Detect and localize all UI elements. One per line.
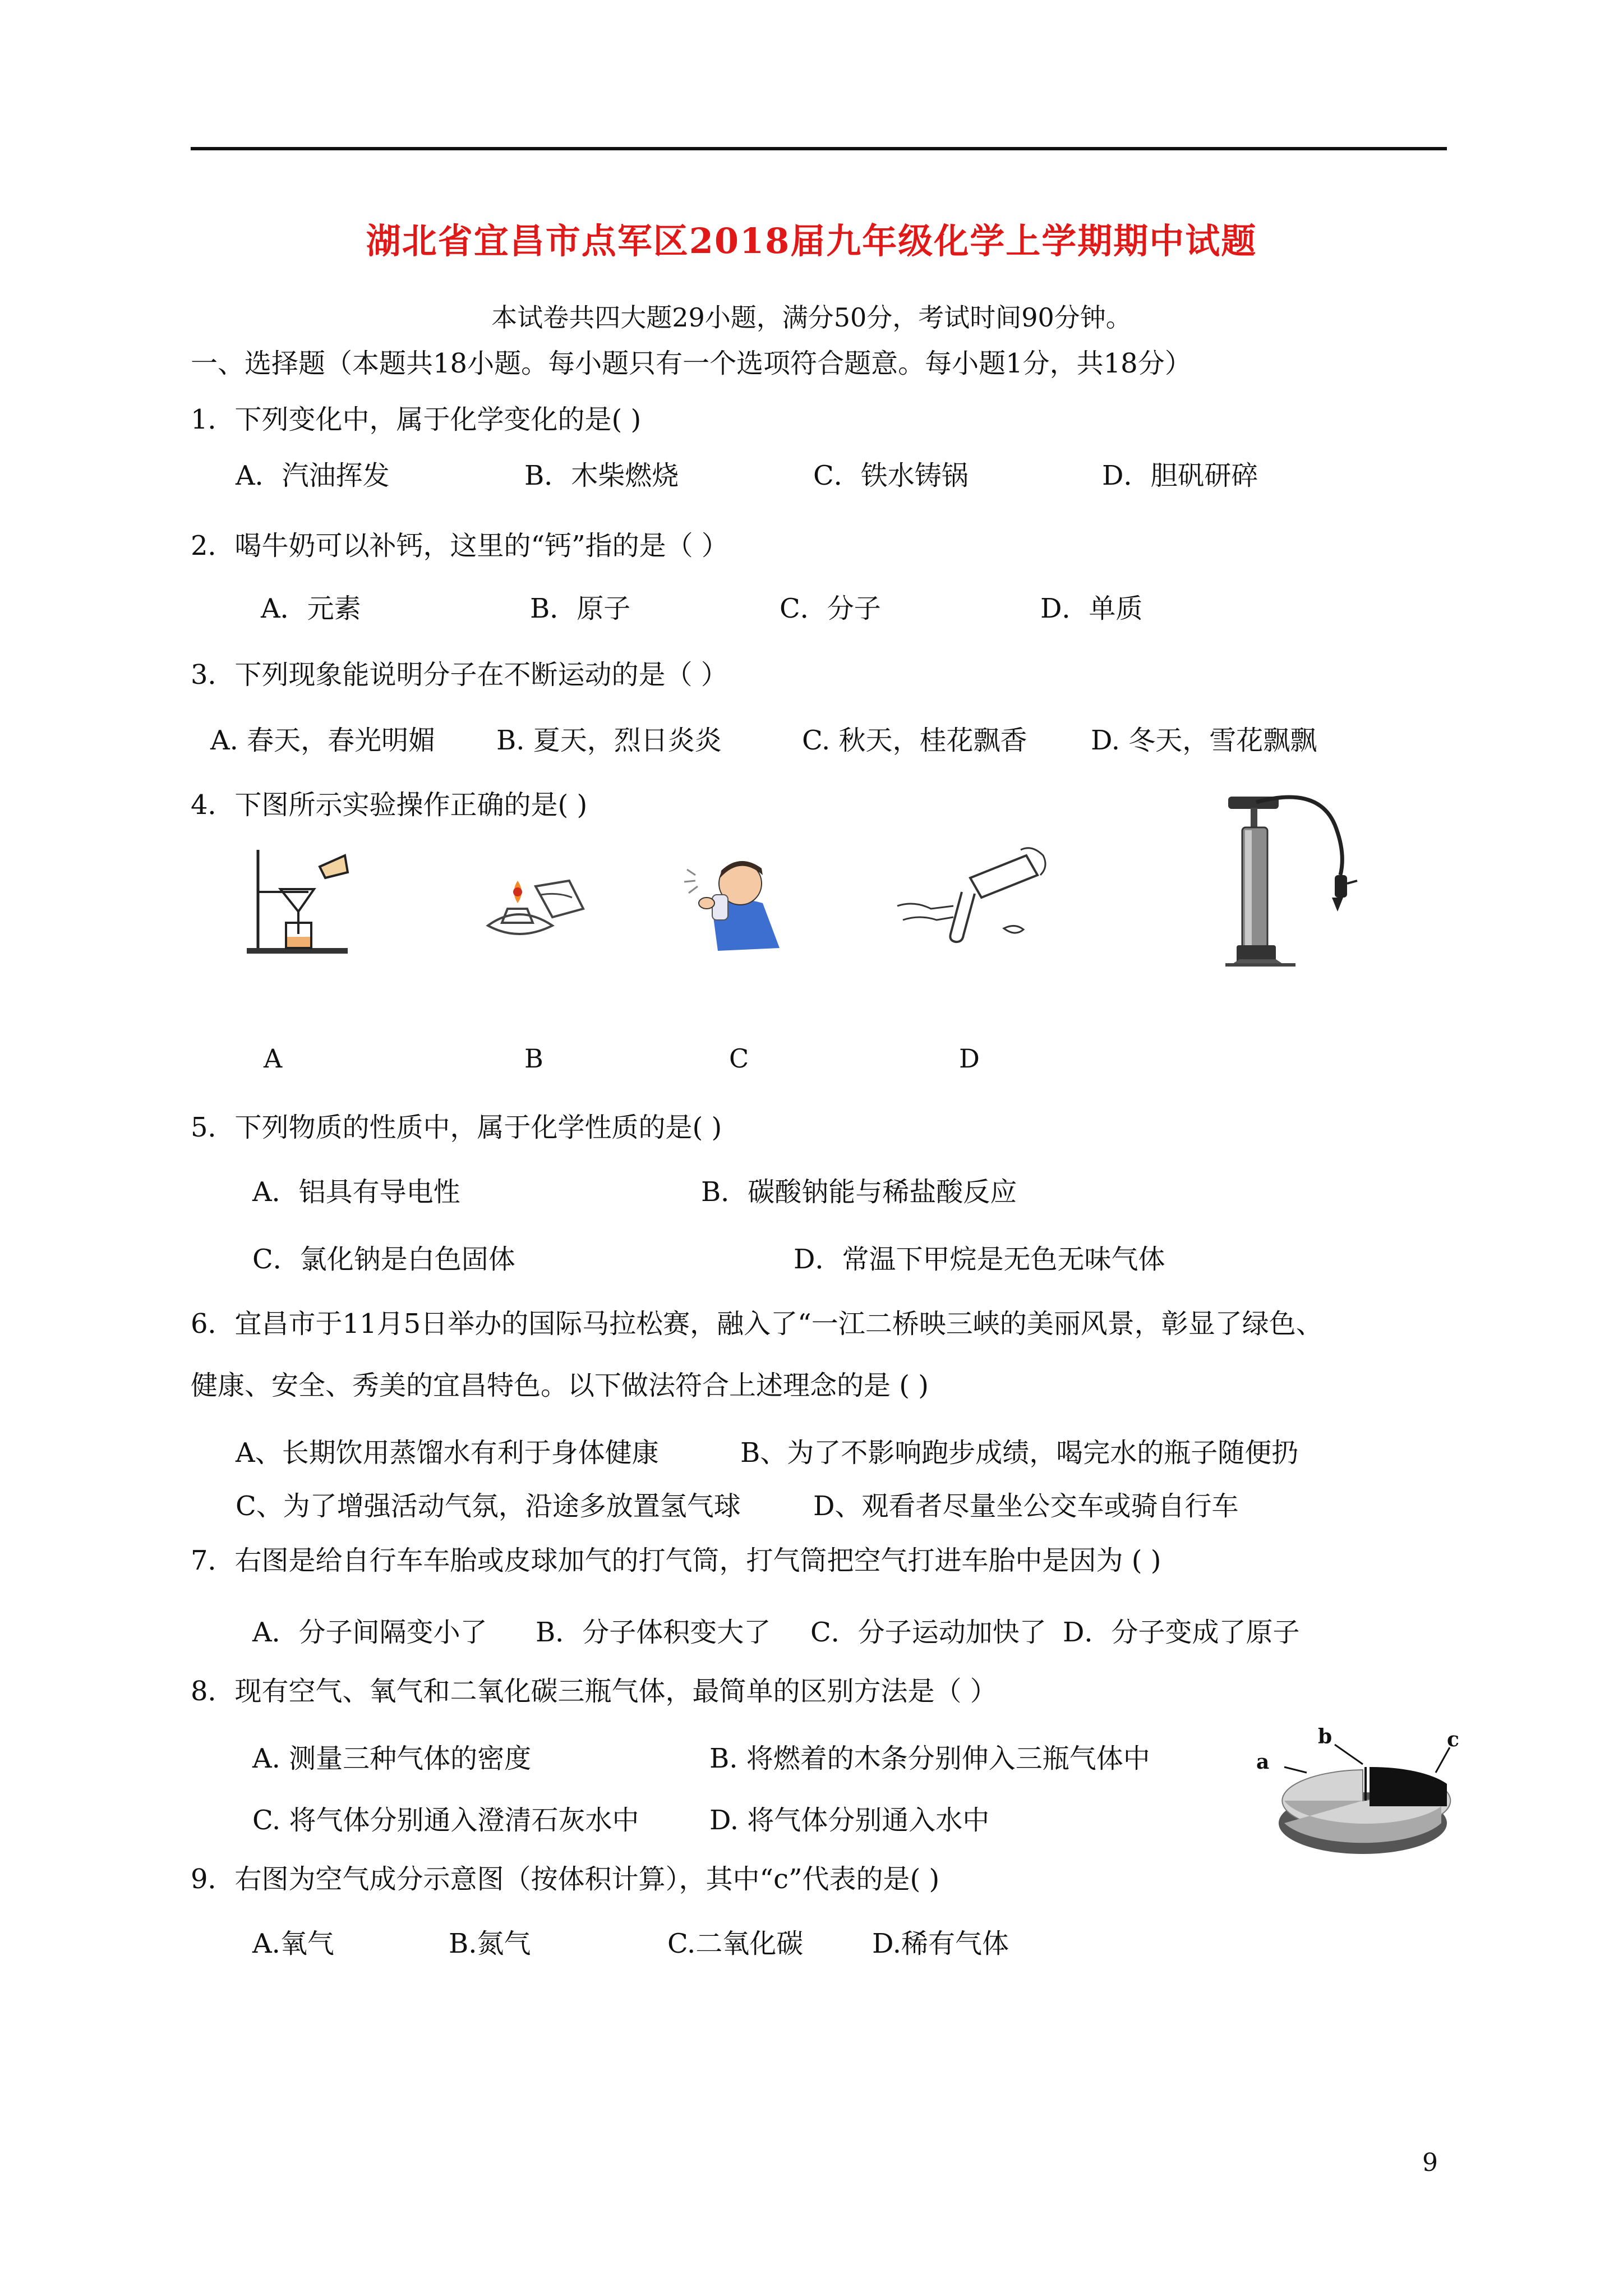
q5-option-c: C．氯化钠是白色固体 (252, 1244, 515, 1275)
q7-option-d: D．分子变成了原子 (1063, 1617, 1300, 1648)
pie-label-c: c (1447, 1728, 1459, 1751)
question-4-stem: 4．下图所示实验操作正确的是( ) (191, 789, 588, 821)
question-9-stem: 9．右图为空气成分示意图（按体积计算），其中“c”代表的是( ) (191, 1864, 940, 1895)
q3-option-a: A. 春天，春光明媚 (210, 725, 436, 756)
q2-option-d: D．单质 (1040, 593, 1143, 624)
question-2-stem: 2．喝牛奶可以补钙，这里的“钙”指的是（ ） (191, 530, 728, 562)
exam-note: 本试卷共四大题29小题，满分50分，考试时间90分钟。 (491, 302, 1132, 333)
q9-option-c: C.二氧化碳 (667, 1928, 804, 1959)
q8-option-c: C. 将气体分别通入澄清石灰水中 (252, 1805, 639, 1836)
page-title: 湖北省宜昌市点军区2018届九年级化学上学期期中试题 (366, 220, 1257, 261)
q2-option-a: A．元素 (261, 593, 361, 624)
q6-option-a: A、长期饮用蒸馏水有利于身体健康 (236, 1437, 659, 1469)
q6-option-c: C、为了增强活动气氛，沿途多放置氢气球 (236, 1490, 741, 1522)
q9-option-a: A.氧气 (252, 1928, 334, 1959)
q6-option-d: D、观看者尽量坐公交车或骑自行车 (813, 1490, 1239, 1522)
q2-option-b: B．原子 (530, 593, 631, 624)
question-7-stem: 7．右图是给自行车车胎或皮球加气的打气筒，打气筒把空气打进车胎中是因为 ( ) (191, 1545, 1161, 1576)
pie-label-b: b (1318, 1725, 1332, 1749)
q9-option-b: B.氮气 (449, 1928, 531, 1959)
q8-option-a: A. 测量三种气体的密度 (252, 1743, 532, 1774)
question-6-stem-line2: 健康、安全、秀美的宜昌特色。以下做法符合上述理念的是 ( ) (191, 1370, 929, 1401)
q1-option-b: B．木柴燃烧 (524, 460, 679, 491)
q3-option-b: B. 夏天，烈日炎炎 (496, 725, 722, 756)
q8-option-d: D. 将气体分别通入水中 (709, 1805, 990, 1836)
question-6-stem-line1: 6．宜昌市于11月5日举办的国际马拉松赛，融入了“一江二桥映三峡的美丽风景，彰显了绿色、 (191, 1308, 1323, 1340)
q3-option-c: C. 秋天，桂花飘香 (802, 725, 1027, 756)
q7-option-a: A．分子间隔变小了 (252, 1617, 487, 1648)
q9-option-d: D.稀有气体 (872, 1928, 1009, 1959)
pie-label-a: a (1256, 1750, 1270, 1774)
question-8-stem: 8．现有空气、氧气和二氧化碳三瓶气体，最简单的区别方法是（ ） (191, 1676, 997, 1707)
q4-label-d: D (959, 1043, 980, 1074)
q1-option-c: C．铁水铸锅 (813, 460, 969, 491)
alcohol-lamp-illustration (479, 847, 592, 948)
header-rule (191, 147, 1447, 150)
question-3-stem: 3．下列现象能说明分子在不断运动的是（ ） (191, 659, 728, 691)
q8-option-b: B. 将燃着的木条分别伸入三瓶气体中 (709, 1743, 1150, 1774)
q5-option-a: A．铝具有导电性 (252, 1176, 460, 1208)
q1-option-d: D．胆矾研碎 (1102, 460, 1258, 491)
question-5-stem: 5．下列物质的性质中，属于化学性质的是( ) (191, 1112, 722, 1143)
q2-option-c: C．分子 (780, 593, 881, 624)
page-number: 9 (1422, 2148, 1438, 2177)
q4-label-a: A (264, 1043, 283, 1074)
q7-option-b: B．分子体积变大了 (536, 1617, 771, 1648)
q7-option-c: C．分子运动加快了 (810, 1617, 1046, 1648)
q6-option-b: B、为了不影响跑步成绩，喝完水的瓶子随便扔 (740, 1437, 1299, 1469)
section-heading: 一、选择题（本题共18小题。每小题只有一个选项符合题意。每小题1分，共18分） (191, 348, 1192, 379)
q4-label-c: C (729, 1043, 749, 1074)
q3-option-d: D. 冬天，雪花飘飘 (1091, 725, 1317, 756)
question-1-stem: 1．下列变化中，属于化学变化的是( ) (191, 404, 642, 435)
q5-option-b: B．碳酸钠能与稀盐酸反应 (701, 1176, 1017, 1208)
q1-option-a: A．汽油挥发 (236, 460, 390, 491)
filtration-illustration (241, 844, 365, 956)
smelling-gas-illustration (673, 841, 796, 954)
q4-label-b: B (524, 1043, 543, 1074)
bicycle-pump-illustration (1223, 791, 1402, 976)
q5-option-d: D．常温下甲烷是无色无味气体 (794, 1244, 1165, 1275)
pouring-liquid-illustration (892, 844, 1060, 951)
